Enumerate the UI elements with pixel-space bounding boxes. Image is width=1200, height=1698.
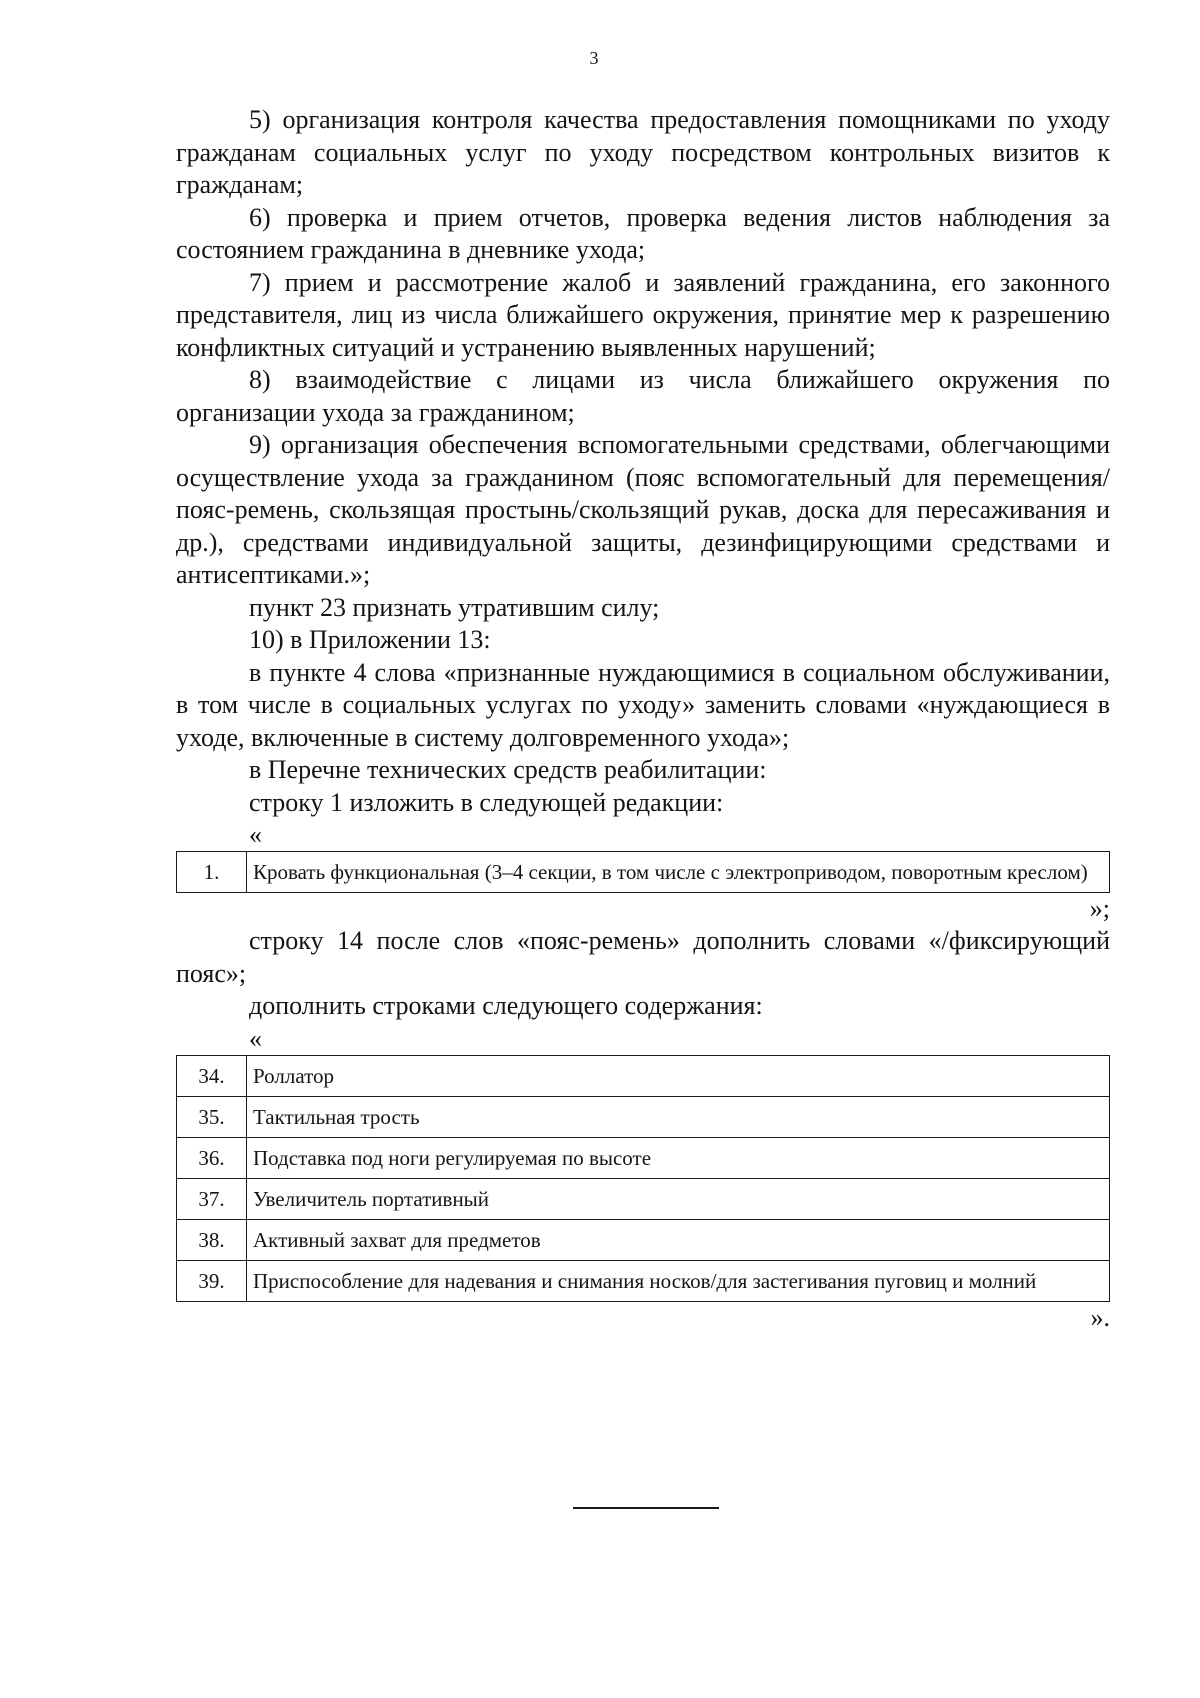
opening-quote-mark: « [249, 820, 262, 849]
paragraph: строку 14 после слов «пояс-ремень» дополнить словами «/фиксирующий пояс»; [176, 926, 1110, 988]
list-item: 5) организация контроля качества предоставления помощниками по уходу гражданам социальных услуг по уходу посредством контрольных визитов к гражданам; [176, 105, 1110, 199]
row-number: 38. [177, 1219, 247, 1260]
table-row [177, 1219, 1110, 1260]
paragraph: строку 1 изложить в следующей редакции: [249, 787, 724, 817]
row-text: Тактильная трость [247, 1096, 1110, 1137]
row-number: 35. [177, 1096, 247, 1137]
row-number: 37. [177, 1178, 247, 1219]
list-item: 7) прием и рассмотрение жалоб и заявлений гражданина, его законного представителя, лиц из числа ближайшего окружения, принятие мер к разрешению конфликтных ситуаций и устранению выявленных нарушений; [176, 267, 1110, 362]
row-text: Активный захват для предметов [247, 1219, 1110, 1260]
rehab-items-table-replacement [176, 851, 1110, 893]
list-item: 6) проверка и прием отчетов, проверка ведения листов наблюдения за состоянием гражданина в дневнике ухода; [176, 202, 1110, 264]
row-text: Приспособление для надевания и снимания носков/для застегивания пуговиц и молний [247, 1260, 1110, 1301]
table-row [177, 1055, 1110, 1096]
paragraph: 10) в Приложении 13: [249, 625, 491, 654]
row-number: 1. [177, 852, 247, 893]
table-row [177, 1260, 1110, 1301]
page-number: 3 [589, 48, 599, 68]
row-number: 34. [177, 1055, 247, 1096]
table-row [177, 1137, 1110, 1178]
end-of-document-rule [573, 1507, 719, 1509]
rehab-items-table-additions [176, 1055, 1110, 1302]
row-text: Подставка под ноги регулируемая по высоте [247, 1137, 1110, 1178]
paragraph: дополнить строками следующего содержания: [249, 991, 763, 1020]
closing-quote-mark: »; [1089, 894, 1110, 923]
row-number: 36. [177, 1137, 247, 1178]
table-row [177, 1178, 1110, 1219]
row-number: 39. [177, 1260, 247, 1301]
row-text: Увеличитель портативный [247, 1178, 1110, 1219]
list-item: 8) взаимодействие с лицами из числа ближайшего окружения по организации ухода за гражданином; [176, 365, 1110, 427]
opening-quote-mark: « [249, 1023, 262, 1053]
row-text: Роллатор [247, 1055, 1110, 1096]
row-text: Кровать функциональная (3–4 секции, в том числе с электроприводом, поворотным креслом) [247, 852, 1110, 893]
paragraph: в Перечне технических средств реабилитации: [249, 755, 767, 784]
table-row [177, 1096, 1110, 1137]
closing-quote-mark: ». [1090, 1302, 1110, 1332]
list-item: 9) организация обеспечения вспомогательными средствами, облегчающими осуществление ухода за гражданином (пояс вспомогательный для перемещения/пояс-ремень, скользящая простынь/скользящий рукав, доска для пересаживания и др.), средствами индивидуальной защиты, дезинфицирующими средствами и антисептиками.»; [176, 430, 1110, 589]
paragraph: в пункте 4 слова «признанные нуждающимися в социальном обслуживании, в том числе в социальных услугах по уходу» заменить словами «нуждающиеся в уходе, включенные в систему долговременного ухода»; [176, 657, 1110, 752]
paragraph: пункт 23 признать утратившим силу; [249, 592, 660, 622]
table-row [177, 852, 1110, 893]
document-body [176, 104, 1110, 1334]
